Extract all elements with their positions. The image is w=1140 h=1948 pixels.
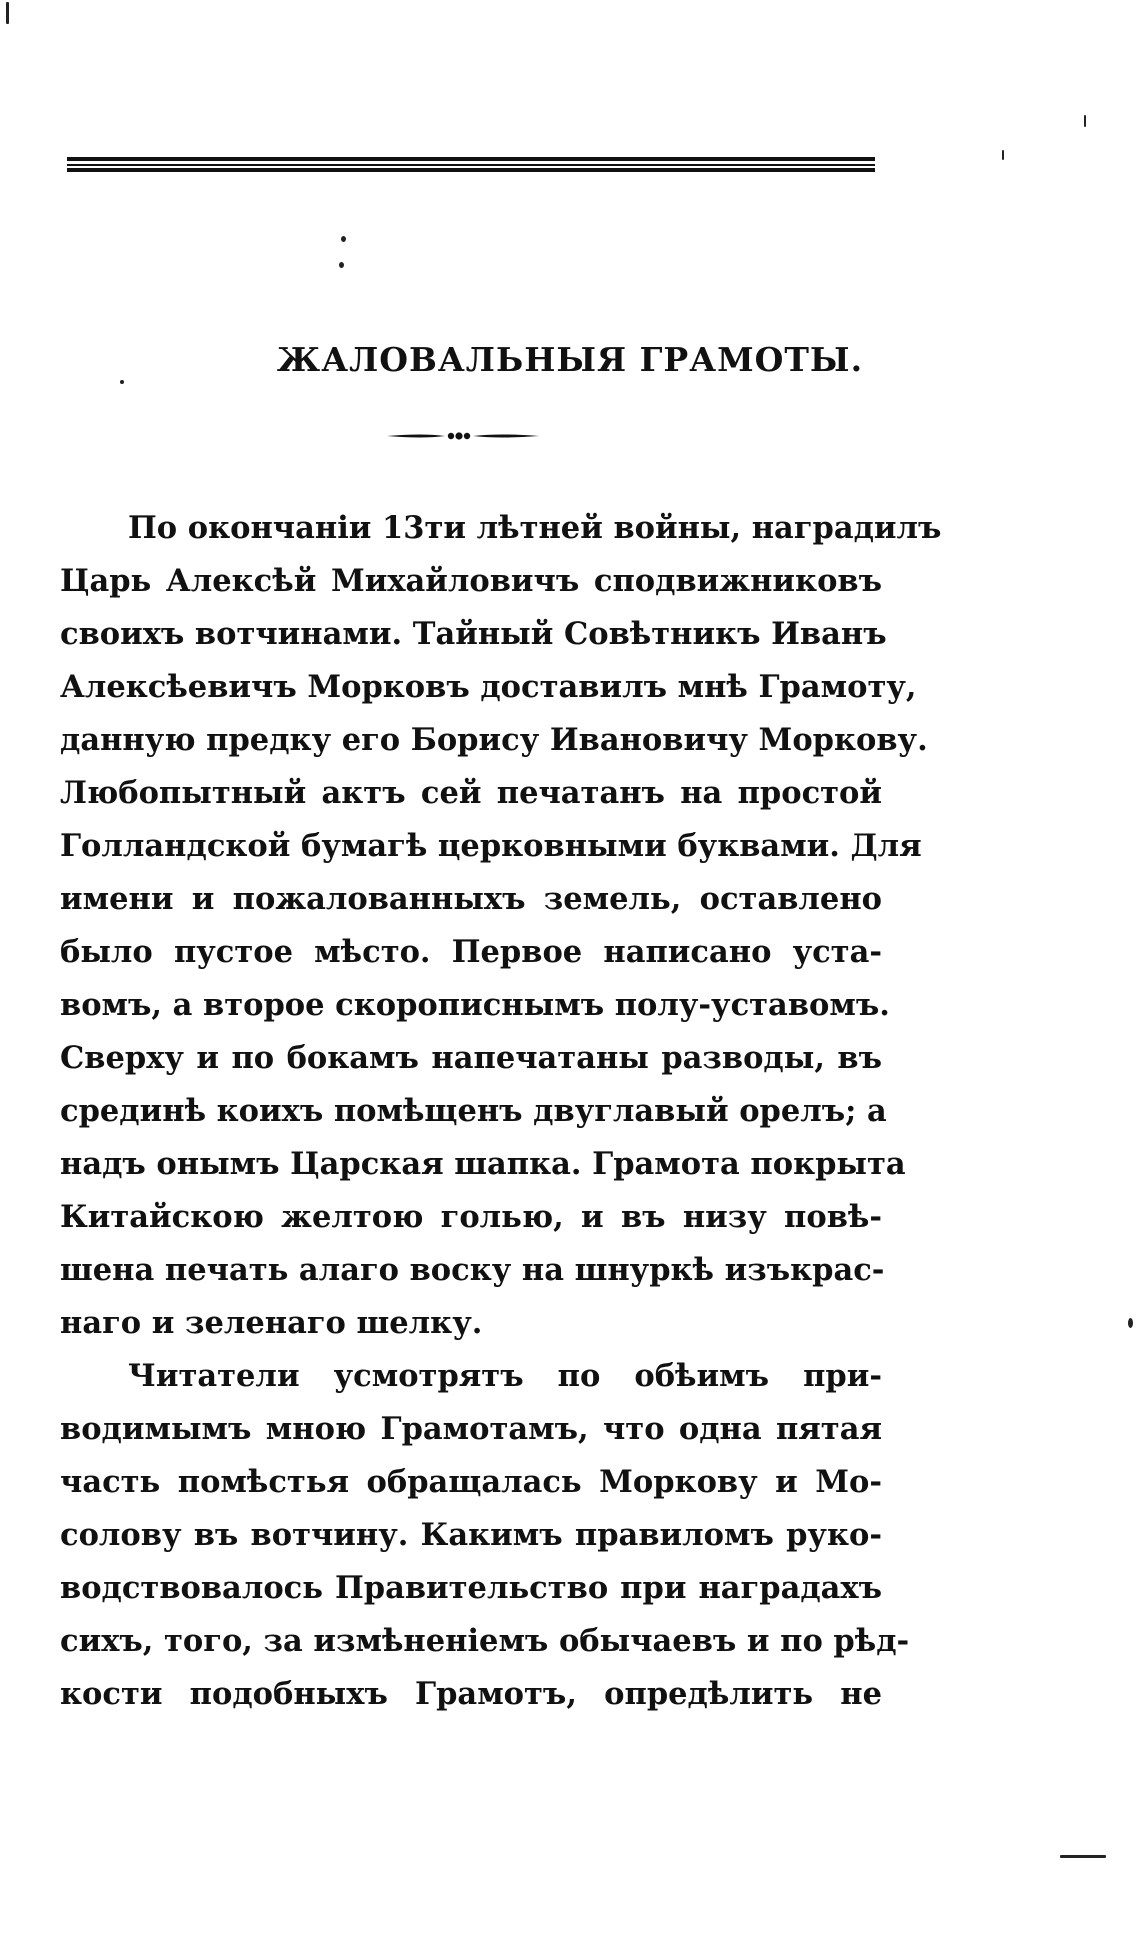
ornament-divider-icon xyxy=(383,428,543,444)
header-rule-bottom xyxy=(67,168,875,172)
text-line: шена печать алаго воску на шнуркѣ изъкрас- xyxy=(60,1252,885,1288)
scan-mark xyxy=(1002,150,1004,160)
scan-mark xyxy=(1084,115,1086,127)
text-line: наго и зеленаго шелку. xyxy=(60,1305,483,1341)
text-line: вомъ, а второе скорописнымъ полу-уставомъ. xyxy=(60,987,890,1023)
text-line: Алексѣевичъ Морковъ доставилъ мнѣ Грамоту, xyxy=(60,669,917,705)
scan-speck xyxy=(1128,1318,1133,1328)
text-line: водимымъ мною Грамотамъ, что одна пятая xyxy=(60,1411,882,1447)
paragraph-1 xyxy=(60,502,942,1350)
scan-mark xyxy=(6,2,9,24)
text-line: имени и пожалованныхъ земель, оставлено xyxy=(60,881,882,917)
text-line: часть помѣстья обращалась Моркову и Мо- xyxy=(60,1464,882,1500)
text-line: солову въ вотчину. Какимъ правиломъ руко- xyxy=(60,1517,882,1553)
text-line: Китайскою желтою голью, и въ низу повѣ- xyxy=(60,1199,882,1235)
paragraph-2 xyxy=(60,1350,910,1721)
text-line: надъ онымъ Царская шапка. Грамота покрыта xyxy=(60,1146,906,1182)
text-line: Читатели усмотрятъ по обѣимъ при- xyxy=(128,1358,882,1394)
scan-speck xyxy=(341,236,346,242)
text-line: сихъ, того, за измѣненіемъ обычаевъ и по рѣд- xyxy=(60,1623,910,1659)
text-line: срединѣ коихъ помѣщенъ двуглавый орелъ; а xyxy=(60,1093,887,1129)
header-rule-middle xyxy=(67,164,875,166)
scan-speck xyxy=(339,262,344,268)
scan-speck xyxy=(120,380,124,384)
text-line: По окончаніи 13ти лѣтней войны, наградилъ xyxy=(128,510,942,546)
text-line: водствовалось Правительство при наградахъ xyxy=(60,1570,882,1606)
text-line: кости подобныхъ Грамотъ, опредѣлить не xyxy=(60,1676,882,1712)
text-line: Царь Алексѣй Михайловичъ сподвижниковъ xyxy=(60,563,882,599)
scan-mark xyxy=(1060,1855,1106,1858)
text-line: данную предку его Борису Ивановичу Моркову. xyxy=(60,722,928,758)
text-line: Голландской бумагѣ церковными буквами. Для xyxy=(60,828,922,864)
text-line: было пустое мѣсто. Первое написано уста- xyxy=(60,934,882,970)
section-heading: ЖАЛОВАЛЬНЫЯ ГРАМОТЫ. xyxy=(276,340,864,379)
text-line: Любопытный актъ сей печатанъ на простой xyxy=(60,775,882,811)
text-line: Сверху и по бокамъ напечатаны разводы, въ xyxy=(60,1040,882,1076)
text-line: своихъ вотчинами. Тайный Совѣтникъ Иванъ xyxy=(60,616,887,652)
header-rule-top xyxy=(67,157,875,161)
